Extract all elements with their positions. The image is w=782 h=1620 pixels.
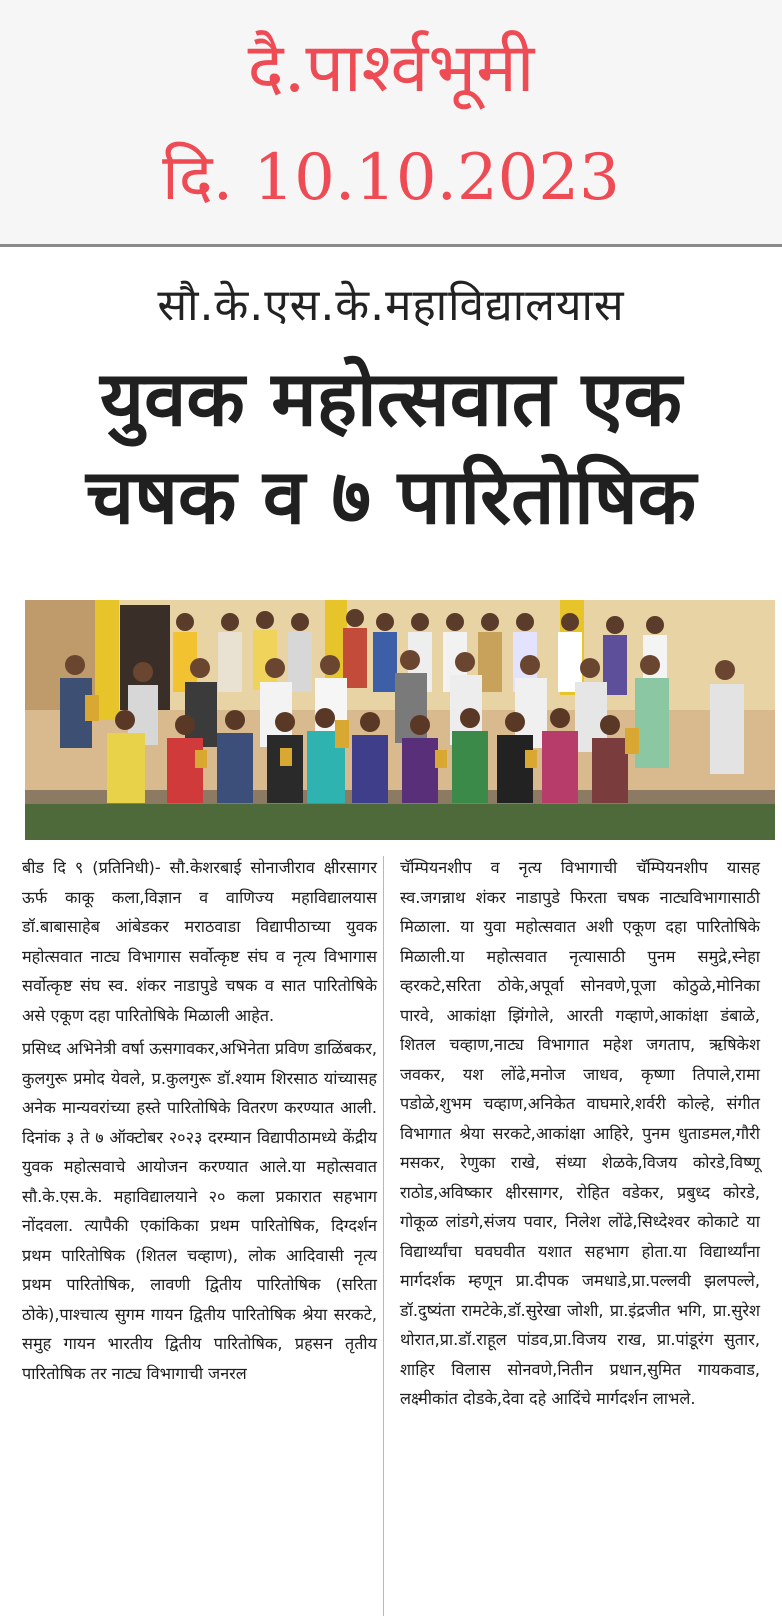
article-paragraph: बीड दि ९ (प्रतिनिधी)- सौ.केशरबाई सोनाजीराव क्षीरसागर ऊर्फ काकू कला,विज्ञान व वाणिज्य महाविद्यालयास डॉ.बाबासाहेब आंबेडकर मराठवाडा विद्यापीठाच्या युवक महोत्सवात नाट्य विभागास सर्वोत्कृष्ट संघ व नृत्य विभागास सर्वोत्कृष्ट संघ स्व. शंकर नाडापुडे चषक व सात पारितोषिके असे एकूण दहा पारितोषिके मिळाली आहेत.	[22, 858, 377, 1025]
masthead	[0, 0, 782, 245]
publication-date: दि. 10.10.2023	[162, 141, 620, 215]
article-column-right	[400, 853, 760, 1418]
group-photo-illustration	[25, 600, 775, 840]
article-paragraph: चॅम्पियनशीप व नृत्य विभागाची चॅम्पियनशीप यासह स्व.जगन्नाथ शंकर नाडापुडे फिरता चषक नाट्यविभागासाठी मिळाला. या युवा महोत्सवात अशी एकूण दहा पारितोषिके मिळाली.या महोत्सवात नृत्यासाठी पुनम समुद्रे,स्नेहा व्हरकटे,सरिता ठोके,अपूर्वा सोनवणे,पूजा कोठुळे,मोनिका पारवे, आकांक्षा झिंगोले, आरती गव्हाणे,आकांक्षा डंबाळे, शितल चव्हाण,नाट्य विभागात महेश जगताप, ऋषिकेश जवकर, यश लोंढे,मनोज जाधव, कृष्णा तिपाले,रामा पडोळे,शुभम चव्हाण,अनिकेत वाघमारे,शर्वरी कोल्हे, संगीत विभागात श्रेया सरकटे,आकांक्षा आहिरे, पुनम धुताडमल,गौरी मसकर, रेणुका राखे, संध्या शेळके,विजय कोरडे,विष्णू राठोड,अविष्कार क्षीरसागर, रोहित वडेकर, प्रबुध्द कोरडे, गोकूळ लांडगे,संजय पवार, निलेश लोंढे,सिध्देश्वर कोकाटे या विद्यार्थ्यांचा घवघवीत यशात सहभाग होता.या विद्यार्थ्यांना मार्गदर्शक म्हणून प्रा.दीपक जमधाडे,प्रा.पल्लवी झलपल्ले, डॉ.दुष्यंता रामटेके,डॉ.सुरेखा जोशी, प्रा.इंद्रजीत भगि, प्रा.सुरेश थोरात,प्रा.डॉ.राहूल पांडव,प्रा.विजय राख, प्रा.पांडूरंग सुतार, शाहिर विलास सोनवणे,नितीन प्रधान,सुमित गायकवाड, लक्ष्मीकांत दोडके,देवा दहे आदिंचे मार्गदर्शन लाभले.	[400, 858, 760, 1408]
article-paragraph: प्रसिध्द अभिनेत्री वर्षा ऊसगावकर,अभिनेता प्रविण डाळिंबकर, कुलगुरू प्रमोद येवले, प्र.कुलगुरू डॉ.श्याम शिरसाठ यांच्यासह अनेक मान्यवरांच्या हस्ते पारितोषिके वितरण करण्यात आली. दिनांक ३ ते ७ ऑक्टोबर २०२३ दरम्यान विद्यापीठामध्ये केंद्रीय युवक महोत्सवाचे आयोजन करण्यात आले.या महोत्सवात सौ.के.एस.के. महाविद्यालयाने २० कला प्रकारात सहभाग नोंदवला. त्यापैकी एकांकिका प्रथम पारितोषिक, दिग्दर्शन प्रथम पारितोषिक (शितल चव्हाण), लोक आदिवासी नृत्य प्रथम पारितोषिक, लावणी द्वितीय पारितोषिक (सरिता ठोके),पाश्चात्य सुगम गायन द्वितीय पारितोषिक श्रेया सरकटे, समुह गायन भारतीय द्वितीय पारितोषिक, प्रहसन तृतीय पारितोषिक तर नाट्य विभागाची जनरल	[22, 1039, 377, 1383]
column-divider	[383, 856, 384, 1616]
publication-name: दै.पार्श्वभूमी	[247, 29, 535, 108]
article-column-left	[22, 853, 377, 1392]
group-photo	[25, 600, 775, 840]
article-headline	[14, 350, 768, 546]
masthead-divider	[0, 244, 782, 247]
article-kicker: सौ.के.एस.के.महाविद्यालयास	[157, 280, 625, 331]
headline-line-2: चषक व ७ पारितोषिक	[85, 452, 697, 541]
headline-line-1: युवक महोत्सवात एक	[100, 354, 682, 443]
